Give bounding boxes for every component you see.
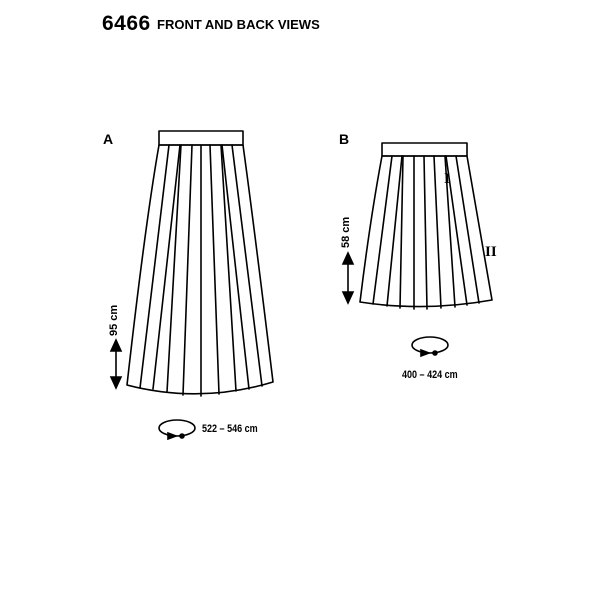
hem-width-icon-b bbox=[412, 337, 448, 356]
length-arrow-b bbox=[343, 253, 353, 303]
hem-width-label-b: 400 – 424 cm bbox=[402, 369, 458, 381]
skirt-b-drawing bbox=[360, 143, 492, 309]
view-a-label: A bbox=[103, 131, 114, 147]
skirt-a-drawing bbox=[127, 131, 273, 396]
length-label-a: 95 cm bbox=[108, 304, 120, 336]
front-view-marker: I bbox=[444, 171, 450, 187]
pattern-number: 6466 bbox=[102, 12, 151, 35]
back-view-marker: II bbox=[485, 244, 497, 260]
page-title: FRONT AND BACK VIEWS bbox=[157, 17, 320, 32]
hem-width-icon-a bbox=[159, 420, 195, 439]
length-arrow-a bbox=[111, 340, 121, 388]
hem-width-label-a: 522 – 546 cm bbox=[202, 423, 258, 435]
length-label-b: 58 cm bbox=[340, 216, 352, 248]
view-b-label: B bbox=[339, 131, 350, 147]
